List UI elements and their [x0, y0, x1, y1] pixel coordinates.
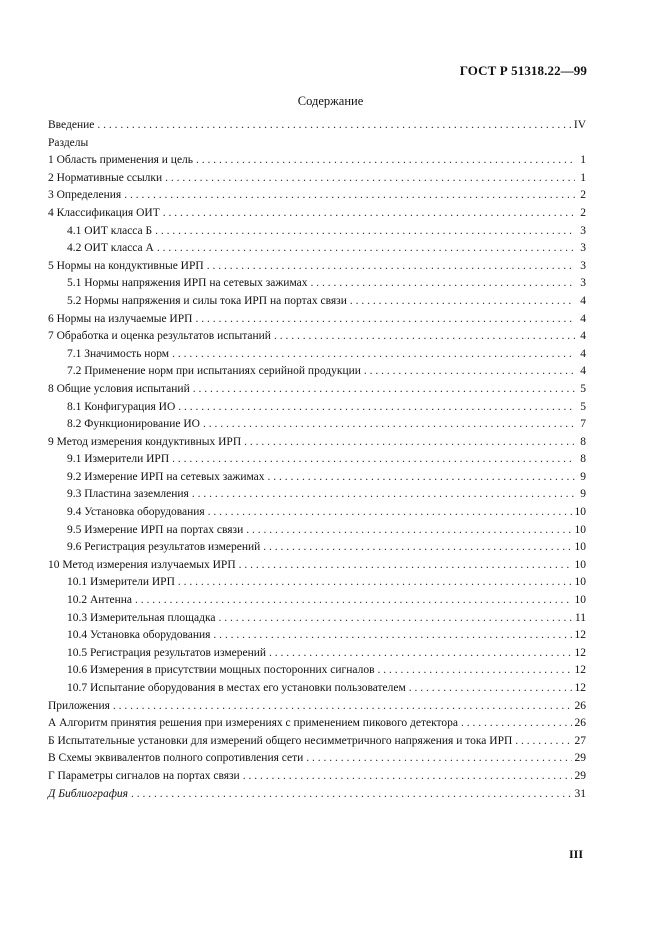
dot-leader: [269, 645, 571, 663]
toc-entry: [48, 662, 586, 680]
toc-entry: [48, 592, 586, 610]
toc-entry-page: 9: [580, 488, 586, 501]
dot-leader: [246, 522, 571, 540]
toc-entry: [48, 715, 586, 733]
toc-entry-title: 5.2 Нормы напряжения и силы тока ИРП на портах связи: [67, 294, 347, 307]
dot-leader: [350, 293, 575, 311]
dot-leader: [243, 768, 572, 786]
toc-entry: [48, 733, 586, 751]
toc-entry-title: Разделы: [48, 136, 89, 149]
toc-entry: [48, 539, 586, 557]
toc-entry-title: Г Параметры сигналов на портах связи: [48, 769, 240, 782]
toc-entry-title: 4 Классификация ОИТ: [48, 206, 160, 219]
dot-leader: [218, 610, 571, 628]
toc-entry-title: 4.2 ОИТ класса А: [67, 242, 154, 255]
toc-entry-page: 29: [574, 769, 586, 782]
toc-entry-title: 3 Определения: [48, 189, 122, 202]
toc-entry-title: 9.2 Измерение ИРП на сетевых зажимах: [67, 470, 265, 483]
toc-entry-title: 10.3 Измерительная площадка: [67, 611, 216, 624]
toc-entry: [48, 399, 586, 417]
toc-entry-title: 9.3 Пластина заземления: [67, 488, 189, 501]
toc-entry-title: Введение: [48, 119, 95, 131]
table-of-contents: [48, 117, 586, 803]
toc-entry-page: 5: [580, 400, 586, 413]
toc-entry-page: 4: [580, 347, 586, 360]
toc-entry-page: 27: [574, 734, 586, 747]
toc-entry-title: 7.2 Применение норм при испытаниях серийной продукции: [67, 365, 361, 378]
dot-leader: [213, 627, 571, 645]
toc-entry-title: 7 Обработка и оценка результатов испытаний: [48, 330, 271, 343]
toc-entry-page: 4: [580, 294, 586, 307]
toc-entry-page: 8: [580, 453, 586, 466]
toc-entry-title: 5.1 Нормы напряжения ИРП на сетевых зажимах: [67, 277, 308, 290]
toc-entry: [48, 363, 586, 381]
toc-entry: [48, 698, 586, 716]
toc-entry-page: 29: [574, 752, 586, 765]
dot-leader: [97, 117, 571, 135]
toc-entry-title: Д Библиография: [48, 787, 128, 800]
toc-entry: [48, 187, 586, 205]
dot-leader: [207, 258, 575, 276]
dot-leader: [208, 504, 572, 522]
toc-entry: [48, 750, 586, 768]
toc-entry-page: 8: [580, 435, 586, 448]
toc-entry: [48, 205, 586, 223]
toc-entry-title: А Алгоритм принятия решения при измерениях с применением пикового детектора: [48, 717, 459, 730]
toc-entry-page: 7: [580, 418, 586, 431]
toc-entry-page: 4: [580, 312, 586, 325]
toc-entry-page: 12: [574, 664, 586, 677]
toc-entry-page: 10: [574, 523, 586, 536]
toc-entry: [48, 522, 586, 540]
toc-entry-title: Б Испытательные установки для измерений общего несимметричного напряжения и тока ИРП: [48, 734, 513, 747]
dot-leader: [239, 557, 572, 575]
toc-entry-page: 9: [580, 470, 586, 483]
toc-entry-title: 10.7 Испытание оборудования в местах его установки пользователем: [67, 682, 406, 694]
toc-entry-page: 3: [580, 277, 586, 290]
toc-entry: [48, 117, 586, 135]
toc-entry: [48, 416, 586, 434]
toc-entry-title: 10.2 Антенна: [67, 594, 133, 607]
toc-entry-page: 10: [574, 594, 586, 607]
toc-entry-page: 2: [580, 189, 586, 202]
toc-entry: [48, 240, 586, 258]
dot-leader: [135, 592, 571, 610]
toc-entry: [48, 610, 586, 628]
toc-entry-page: 4: [580, 365, 586, 378]
dot-leader: [364, 363, 575, 381]
dot-leader: [178, 399, 575, 417]
toc-entry: [48, 645, 586, 663]
toc-entry: [48, 786, 586, 804]
toc-entry-title: 10.5 Регистрация результатов измерений: [67, 646, 267, 659]
dot-leader: [113, 698, 572, 716]
dot-leader: [124, 187, 575, 205]
toc-entry-page: 12: [574, 629, 586, 642]
dot-leader: [157, 240, 575, 258]
toc-entry-title: 9 Метод измерения кондуктивных ИРП: [48, 435, 242, 448]
document-header: ГОСТ Р 51318.22—99: [459, 63, 587, 78]
toc-entry-page: 26: [574, 699, 586, 712]
toc-entry: [48, 469, 586, 487]
dot-leader: [244, 434, 575, 452]
toc-entry-title: В Схемы эквивалентов полного сопротивления сети: [48, 752, 304, 765]
toc-entry-page: 12: [574, 682, 586, 694]
dot-leader: [195, 311, 575, 329]
toc-entry: [48, 557, 586, 575]
dot-leader: [192, 486, 575, 504]
toc-entry-page: 10: [574, 506, 586, 519]
toc-entry-title: 1 Область применения и цель: [48, 154, 194, 167]
toc-entry: [48, 328, 586, 346]
page-title: Содержание: [297, 94, 364, 108]
toc-entry: [48, 381, 586, 399]
toc-entry-title: 5 Нормы на кондуктивные ИРП: [48, 259, 204, 272]
toc-entry-page: IV: [573, 119, 586, 131]
dot-leader: [378, 662, 572, 680]
toc-entry-title: 7.1 Значимость норм: [67, 347, 170, 360]
dot-leader: [172, 346, 575, 364]
dot-leader: [203, 416, 575, 434]
toc-entry-title: 4.1 ОИТ класса Б: [67, 224, 153, 237]
toc-entry: [48, 627, 586, 645]
dot-leader: [131, 786, 572, 804]
toc-entry-title: Приложения: [48, 699, 110, 712]
toc-entry: [48, 170, 586, 188]
toc-entry-title: 6 Нормы на излучаемые ИРП: [48, 312, 193, 325]
dot-leader: [196, 152, 575, 170]
toc-entry: [48, 504, 586, 522]
dot-leader: [163, 205, 575, 223]
dot-leader: [165, 170, 575, 188]
toc-entry-title: 2 Нормативные ссылки: [48, 171, 163, 184]
toc-entry-title: 9.5 Измерение ИРП на портах связи: [67, 523, 244, 536]
toc-entry-page: 10: [574, 558, 586, 571]
toc-entry-page: 26: [574, 717, 586, 730]
toc-entry-page: 10: [574, 576, 586, 589]
toc-entry-title: 10.1 Измерители ИРП: [67, 576, 175, 589]
toc-entry: [48, 275, 586, 293]
toc-entry-page: 1: [580, 154, 586, 167]
toc-entry: [48, 135, 586, 153]
toc-entry-page: 3: [580, 242, 586, 255]
toc-entry-page: 4: [580, 330, 586, 343]
dot-leader: [155, 223, 575, 241]
dot-leader: [172, 451, 575, 469]
dot-leader: [311, 275, 575, 293]
toc-entry: [48, 311, 586, 329]
toc-entry-page: 31: [574, 787, 586, 800]
toc-entry-page: 12: [574, 646, 586, 659]
toc-entry-title: 10 Метод измерения излучаемых ИРП: [48, 558, 236, 571]
toc-entry-title: 8.2 Функционирование ИО: [67, 418, 200, 431]
dot-leader: [306, 750, 571, 768]
toc-entry-title: 9.6 Регистрация результатов измерений: [67, 541, 261, 554]
dot-leader: [268, 469, 575, 487]
toc-entry-page: 10: [574, 541, 586, 554]
dot-leader: [409, 680, 572, 698]
dot-leader: [515, 733, 571, 751]
dot-leader: [178, 574, 572, 592]
toc-entry: [48, 152, 586, 170]
dot-leader: [461, 715, 571, 733]
toc-entry: [48, 680, 586, 698]
toc-entry-page: 5: [580, 382, 586, 395]
toc-entry-title: 9.4 Установка оборудования: [67, 506, 205, 519]
toc-entry-title: 9.1 Измерители ИРП: [67, 453, 170, 466]
toc-entry-page: 3: [580, 259, 586, 272]
dot-leader: [274, 328, 575, 346]
toc-entry-page: 1: [580, 171, 586, 184]
toc-entry: [48, 223, 586, 241]
toc-entry-page: 3: [580, 224, 586, 237]
toc-entry: [48, 293, 586, 311]
toc-entry-title: 8.1 Конфигурация ИО: [67, 400, 176, 413]
toc-entry-page: 2: [580, 206, 586, 219]
toc-entry-title: 10.6 Измерения в присутствии мощных посторонних сигналов: [67, 664, 375, 677]
dot-leader: [193, 381, 575, 399]
toc-entry: [48, 434, 586, 452]
toc-entry: [48, 486, 586, 504]
toc-entry: [48, 346, 586, 364]
toc-entry-title: 10.4 Установка оборудования: [67, 629, 211, 642]
toc-entry: [48, 574, 586, 592]
dot-leader: [263, 539, 571, 557]
toc-entry: [48, 258, 586, 276]
toc-entry-page: 11: [574, 611, 586, 624]
toc-entry: [48, 768, 586, 786]
page-number: III: [568, 847, 583, 861]
toc-entry-title: 8 Общие условия испытаний: [48, 382, 190, 395]
toc-entry: [48, 451, 586, 469]
